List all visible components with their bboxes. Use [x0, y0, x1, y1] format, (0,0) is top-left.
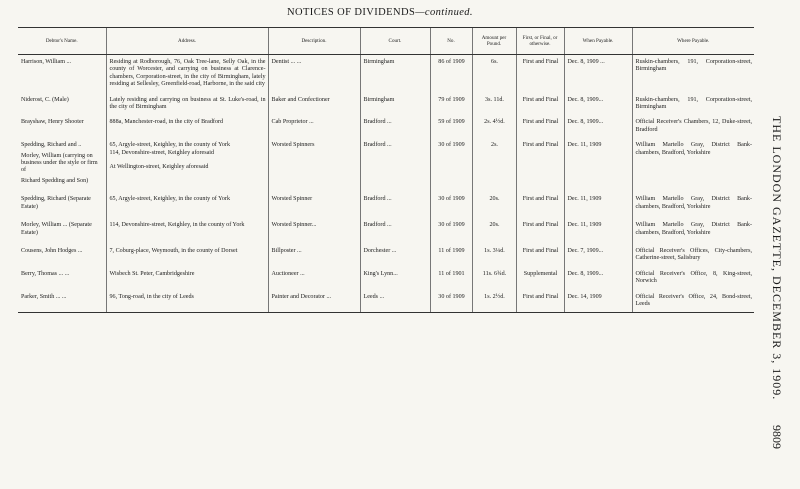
debtor-name: Richard Spedding and Son): [21, 177, 89, 184]
table-row: [18, 93, 754, 116]
first-final-cell: First and Final: [516, 55, 564, 93]
address-cell: Lately residing and carrying on business at St. Luke's-road, in the city of Birmingham: [106, 93, 268, 116]
amount-cell: 2s. 4½d.: [472, 115, 516, 138]
title-text: NOTICES OF DIVIDENDS: [287, 7, 416, 18]
first-final-cell: First and Final: [516, 138, 564, 192]
first-final-cell: Supplemental: [516, 267, 564, 290]
description-cell: Painter and Decorator ...: [268, 290, 360, 313]
case-number-cell: 11 of 1901: [430, 267, 472, 290]
table-row: [18, 55, 754, 93]
debtor-name-cell: [18, 93, 106, 116]
court-cell: King's Lynn...: [360, 267, 430, 290]
court-cell: Bradford ...: [360, 192, 430, 218]
first-final-cell: First and Final: [516, 115, 564, 138]
first-final-cell: First and Final: [516, 93, 564, 116]
debtor-name: Niderost, C. (Male): [21, 96, 69, 103]
debtor-name: Spedding, Richard and ..: [21, 142, 82, 149]
amount-cell: 6s.: [472, 55, 516, 93]
amount-cell: 1s. 2½d.: [472, 290, 516, 313]
where-payable-cell: Ruskin-chambers, 191, Corporation-street, Birmingham: [632, 55, 754, 93]
description-cell: Worsted Spinner...: [268, 218, 360, 244]
debtor-name-cell: [18, 290, 106, 313]
where-payable-cell: William Martello Gray, District Bank-chambers, Bradford, Yorkshire: [632, 218, 754, 244]
amount-cell: 1s. 3¼d.: [472, 244, 516, 267]
where-payable-cell: Official Receiver's Office, 8, King-street, Norwich: [632, 267, 754, 290]
description-cell: Baker and Confectioner: [268, 93, 360, 116]
description-cell: Dentist ... ...: [268, 55, 360, 93]
debtor-name: Parker, Smith ... ...: [21, 293, 67, 300]
first-final-cell: First and Final: [516, 290, 564, 313]
col-header-amount: Amount per Pound.: [472, 28, 516, 55]
case-number-cell: 30 of 1909: [430, 218, 472, 244]
where-payable-cell: Official Receiver's Office, 24, Bond-street, Leeds: [632, 290, 754, 313]
first-final-cell: First and Final: [516, 244, 564, 267]
table-row: [18, 244, 754, 267]
debtor-name-cell: [18, 55, 106, 93]
amount-cell: 2s.: [472, 138, 516, 192]
address-cell: 114, Devonshire-street, Keighley, in the county of York: [106, 218, 268, 244]
where-payable-cell: William Martello Gray, District Bank-chambers, Bradford, Yorkshire: [632, 138, 754, 192]
court-cell: Birmingham: [360, 93, 430, 116]
debtor-name: Berry, Thomas ... ...: [21, 270, 70, 277]
court-cell: Bradford ...: [360, 138, 430, 192]
amount-cell: 20s.: [472, 218, 516, 244]
col-header-when: When Payable.: [564, 28, 632, 55]
when-payable-cell: Dec. 11, 1909: [564, 218, 632, 244]
debtor-name: Cousens, John Hodges ...: [21, 247, 83, 254]
case-number-cell: 79 of 1909: [430, 93, 472, 116]
debtor-name-cell: [18, 192, 106, 218]
title-continued: —continued.: [415, 7, 473, 18]
description-cell: Worsted Spinners: [268, 138, 360, 192]
table-row: [18, 138, 754, 192]
court-cell: Dorchester ...: [360, 244, 430, 267]
address-cell: 888a, Manchester-road, in the city of Bradford: [106, 115, 268, 138]
when-payable-cell: Dec. 8, 1909...: [564, 115, 632, 138]
debtor-name: Harrison, William ...: [21, 59, 72, 65]
when-payable-cell: Dec. 8, 1909 ...: [564, 55, 632, 93]
case-number-cell: 30 of 1909: [430, 138, 472, 192]
amount-cell: 11s. 6¾d.: [472, 267, 516, 290]
col-header-court: Court.: [360, 28, 430, 55]
table-row: [18, 267, 754, 290]
page-number: 9809: [770, 425, 784, 449]
debtor-name-cell: [18, 115, 106, 138]
description-cell: Cab Proprietor ...: [268, 115, 360, 138]
court-cell: Leeds ...: [360, 290, 430, 313]
description-cell: Worsted Spinner: [268, 192, 360, 218]
debtor-name: Brayshaw, Henry Shooter: [21, 119, 84, 126]
dividends-table: [18, 27, 754, 313]
when-payable-cell: Dec. 11, 1909: [564, 138, 632, 192]
case-number-cell: 30 of 1909: [430, 192, 472, 218]
table-row: [18, 290, 754, 313]
first-final-cell: First and Final: [516, 218, 564, 244]
case-number-cell: 11 of 1909: [430, 244, 472, 267]
amount-cell: 3s. 11d.: [472, 93, 516, 116]
debtor-name: Spedding, Richard (Separate Estate): [21, 196, 91, 210]
debtor-name-cell: [18, 218, 106, 244]
col-header-debtor: Debtor's Name.: [18, 28, 106, 55]
col-header-description: Description.: [268, 28, 360, 55]
col-header-first-final: First, or Final, or otherwise.: [516, 28, 564, 55]
address-cell: 65, Argyle-street, Keighley, in the county of York: [106, 192, 268, 218]
debtor-name: Morley, William (carrying on business under the style or firm of: [21, 152, 98, 174]
when-payable-cell: Dec. 8, 1909...: [564, 267, 632, 290]
address-cell: 96, Tong-road, in the city of Leeds: [106, 290, 268, 313]
table-row: [18, 115, 754, 138]
col-header-no: No.: [430, 28, 472, 55]
debtor-name: Morley, William ... (Separate Estate): [21, 222, 92, 236]
where-payable-cell: Official Receiver's Offices, City-chambers, Catherine-street, Salisbury: [632, 244, 754, 267]
case-number-cell: 86 of 1909: [430, 55, 472, 93]
page-title: [0, 7, 760, 18]
court-cell: Bradford ...: [360, 115, 430, 138]
debtor-name-cell: [18, 138, 106, 192]
col-header-address: Address.: [106, 28, 268, 55]
address-cell: Residing at Rodborough, 76, Oak Tree-lane, Selly Oak, in the county of Worcester, and carrying on business at Clarence-chambers, Corporation-street, in the city of Birmingham, lately residing at Sellesley, Greenfield-road, Harborne, in the said city: [106, 55, 268, 93]
case-number-cell: 59 of 1909: [430, 115, 472, 138]
court-cell: Birmingham: [360, 55, 430, 93]
when-payable-cell: Dec. 8, 1909...: [564, 93, 632, 116]
debtor-name-cell: [18, 244, 106, 267]
description-cell: Billposter ...: [268, 244, 360, 267]
where-payable-cell: Official Receiver's Chambers, 12, Duke-street, Bradford: [632, 115, 754, 138]
table-row: [18, 218, 754, 244]
first-final-cell: First and Final: [516, 192, 564, 218]
address-cell: 65, Argyle-street, Keighley, in the county of York 114, Devonshire-street, Keighley aforesaid At Wellington-street, Keighley aforesaid: [106, 138, 268, 192]
amount-cell: 20s.: [472, 192, 516, 218]
description-cell: Auctioneer ...: [268, 267, 360, 290]
case-number-cell: 30 of 1909: [430, 290, 472, 313]
court-cell: Bradford ...: [360, 218, 430, 244]
where-payable-cell: Ruskin-chambers, 191, Corporation-street, Birmingham: [632, 93, 754, 116]
address-cell: 7, Coburg-place, Weymouth, in the county of Dorset: [106, 244, 268, 267]
debtor-name-cell: [18, 267, 106, 290]
where-payable-cell: William Martello Gray, District Bank-chambers, Bradford, Yorkshire: [632, 192, 754, 218]
when-payable-cell: Dec. 7, 1909...: [564, 244, 632, 267]
table-row: [18, 192, 754, 218]
col-header-where: Where Payable.: [632, 28, 754, 55]
table-header-row: [18, 28, 754, 55]
when-payable-cell: Dec. 14, 1909: [564, 290, 632, 313]
address-cell: Wisbech St. Peter, Cambridgeshire: [106, 267, 268, 290]
side-gazette-title: THE LONDON GAZETTE, DECEMBER 3, 1909.: [770, 115, 784, 401]
when-payable-cell: Dec. 11, 1909: [564, 192, 632, 218]
